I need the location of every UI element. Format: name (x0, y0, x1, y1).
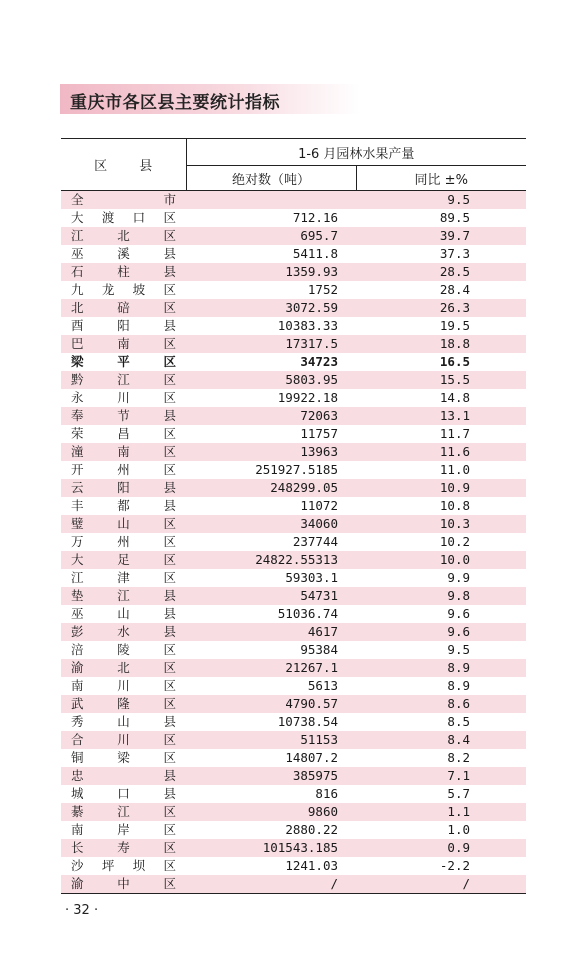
absolute-value-cell: 1752 (186, 281, 356, 299)
region-name-cell (61, 191, 186, 210)
yoy-change-cell: 8.2 (356, 749, 526, 767)
yoy-change-cell: 37.3 (356, 245, 526, 263)
table-row (61, 335, 526, 353)
fruit-output-group-header: 1-6 月园林水果产量 (186, 139, 526, 166)
region-column-header: 区 县 (61, 139, 186, 191)
absolute-value-cell: 101543.185 (186, 839, 356, 857)
yoy-change-cell: 8.9 (356, 659, 526, 677)
region-name-cell (61, 767, 186, 785)
absolute-value-cell: 9860 (186, 803, 356, 821)
region-name: 渝 北 区 (71, 660, 176, 675)
region-name-cell (61, 389, 186, 407)
region-name: 丰 都 县 (71, 498, 176, 513)
region-name-cell (61, 785, 186, 803)
region-name: 九 龙 坡 区 (71, 282, 176, 297)
absolute-value-cell: 712.16 (186, 209, 356, 227)
region-name: 武 隆 区 (71, 696, 176, 711)
absolute-value-cell: 5803.95 (186, 371, 356, 389)
region-name: 石 柱 县 (71, 264, 176, 279)
region-name-cell (61, 515, 186, 533)
yoy-change-cell: 18.8 (356, 335, 526, 353)
absolute-value-cell: 95384 (186, 641, 356, 659)
region-name: 江 北 区 (71, 228, 176, 243)
region-name: 巫 山 县 (71, 606, 176, 621)
region-name: 南 岸 区 (71, 822, 176, 837)
table-row (61, 587, 526, 605)
region-name: 巴 南 区 (71, 336, 176, 351)
yoy-change-cell: 7.1 (356, 767, 526, 785)
absolute-value-cell: 2880.22 (186, 821, 356, 839)
region-name-cell (61, 407, 186, 425)
region-name: 璧 山 区 (71, 516, 176, 531)
yoy-change-cell: 8.4 (356, 731, 526, 749)
yoy-change-cell: 10.3 (356, 515, 526, 533)
table-row (61, 569, 526, 587)
yoy-change-cell: 15.5 (356, 371, 526, 389)
region-name-cell (61, 839, 186, 857)
table-row (61, 749, 526, 767)
absolute-value-cell: 1241.03 (186, 857, 356, 875)
region-name: 铜 梁 区 (71, 750, 176, 765)
table-row (61, 875, 526, 894)
absolute-value-cell: 51153 (186, 731, 356, 749)
region-name-cell (61, 695, 186, 713)
region-name-cell (61, 641, 186, 659)
region-name: 合 川 区 (71, 732, 176, 747)
region-name: 彭 水 县 (71, 624, 176, 639)
table-row (61, 623, 526, 641)
region-name: 沙 坪 坝 区 (71, 858, 176, 873)
region-name-cell (61, 623, 186, 641)
region-name-cell (61, 425, 186, 443)
absolute-value-cell: / (186, 875, 356, 894)
table-row (61, 191, 526, 210)
region-name-cell (61, 731, 186, 749)
absolute-value-cell: 4790.57 (186, 695, 356, 713)
region-name: 大 足 区 (71, 552, 176, 567)
region-name: 忠 县 (71, 768, 176, 783)
yoy-change-cell: / (356, 875, 526, 894)
yoy-change-cell: 9.6 (356, 605, 526, 623)
yoy-change-cell: 9.5 (356, 641, 526, 659)
absolute-value-cell: 19922.18 (186, 389, 356, 407)
region-name: 奉 节 县 (71, 408, 176, 423)
region-name: 黔 江 区 (71, 372, 176, 387)
table-row (61, 227, 526, 245)
absolute-value-cell: 385975 (186, 767, 356, 785)
absolute-value-cell: 34723 (186, 353, 356, 371)
yoy-change-cell: 8.6 (356, 695, 526, 713)
table-row (61, 713, 526, 731)
table-row (61, 353, 526, 371)
table-row (61, 785, 526, 803)
absolute-value-cell: 1359.93 (186, 263, 356, 281)
table-row (61, 443, 526, 461)
absolute-value-cell: 251927.5185 (186, 461, 356, 479)
absolute-value-cell: 21267.1 (186, 659, 356, 677)
table-body (61, 191, 526, 894)
region-name-cell (61, 533, 186, 551)
yoy-change-cell: 9.8 (356, 587, 526, 605)
yoy-change-cell: 9.9 (356, 569, 526, 587)
region-name: 永 川 区 (71, 390, 176, 405)
yoy-change-cell: 19.5 (356, 317, 526, 335)
region-name-cell (61, 263, 186, 281)
table-row (61, 209, 526, 227)
yoy-change-cell: 26.3 (356, 299, 526, 317)
absolute-value-cell: 24822.55313 (186, 551, 356, 569)
absolute-value-cell: 51036.74 (186, 605, 356, 623)
region-name-cell (61, 245, 186, 263)
region-name-cell (61, 803, 186, 821)
table-row (61, 857, 526, 875)
absolute-value-cell: 3072.59 (186, 299, 356, 317)
table-row (61, 803, 526, 821)
region-name: 巫 溪 县 (71, 246, 176, 261)
absolute-value-cell: 5613 (186, 677, 356, 695)
region-name-cell (61, 371, 186, 389)
region-name-cell (61, 659, 186, 677)
region-name: 南 川 区 (71, 678, 176, 693)
absolute-value-cell: 10383.33 (186, 317, 356, 335)
table-row (61, 299, 526, 317)
region-name: 荣 昌 区 (71, 426, 176, 441)
yoy-change-cell: -2.2 (356, 857, 526, 875)
region-name: 江 津 区 (71, 570, 176, 585)
absolute-value-cell: 237744 (186, 533, 356, 551)
table-row (61, 515, 526, 533)
absolute-value-cell: 17317.5 (186, 335, 356, 353)
yoy-change-cell: 89.5 (356, 209, 526, 227)
table-row (61, 731, 526, 749)
region-name-cell (61, 317, 186, 335)
region-name: 潼 南 区 (71, 444, 176, 459)
absolute-value-cell: 11072 (186, 497, 356, 515)
region-name-cell (61, 443, 186, 461)
absolute-value-cell: 695.7 (186, 227, 356, 245)
yoy-change-cell: 39.7 (356, 227, 526, 245)
region-name: 北 碚 区 (71, 300, 176, 315)
page-number: · 32 · (65, 903, 99, 918)
region-name: 涪 陵 区 (71, 642, 176, 657)
region-name-cell (61, 857, 186, 875)
yoy-change-cell: 11.0 (356, 461, 526, 479)
region-name: 垫 江 县 (71, 588, 176, 603)
table-row (61, 461, 526, 479)
region-name-cell (61, 209, 186, 227)
table-row (61, 425, 526, 443)
region-name: 大 渡 口 区 (71, 210, 176, 225)
region-name: 全 市 (71, 192, 176, 207)
absolute-value-cell: 10738.54 (186, 713, 356, 731)
yoy-change-cell: 10.8 (356, 497, 526, 515)
region-name: 酉 阳 县 (71, 318, 176, 333)
yoy-change-cell: 28.5 (356, 263, 526, 281)
region-name-cell (61, 335, 186, 353)
table-row (61, 659, 526, 677)
region-name-cell (61, 497, 186, 515)
absolute-value-cell: 11757 (186, 425, 356, 443)
region-name: 綦 江 区 (71, 804, 176, 819)
absolute-value-cell: 13963 (186, 443, 356, 461)
yoy-change-cell: 10.0 (356, 551, 526, 569)
region-name-cell (61, 587, 186, 605)
yoy-change-cell: 10.9 (356, 479, 526, 497)
table-row (61, 695, 526, 713)
region-name-cell (61, 461, 186, 479)
region-name-cell (61, 569, 186, 587)
table-row (61, 641, 526, 659)
region-name: 云 阳 县 (71, 480, 176, 495)
yoy-change-cell: 9.5 (356, 191, 526, 210)
yoy-change-cell: 28.4 (356, 281, 526, 299)
region-name-cell (61, 821, 186, 839)
yoy-change-cell: 8.5 (356, 713, 526, 731)
table-row (61, 533, 526, 551)
yoy-change-cell: 11.7 (356, 425, 526, 443)
region-name-cell (61, 713, 186, 731)
table-row (61, 389, 526, 407)
page-title: 重庆市各区县主要统计指标 (70, 93, 280, 113)
region-name: 梁 平 区 (71, 354, 176, 369)
region-name: 万 州 区 (71, 534, 176, 549)
table-row (61, 281, 526, 299)
yoy-change-cell: 5.7 (356, 785, 526, 803)
table-row (61, 371, 526, 389)
yoy-change-cell: 16.5 (356, 353, 526, 371)
stats-table-container (61, 138, 526, 894)
region-name-cell (61, 227, 186, 245)
absolute-value-cell (186, 191, 356, 210)
region-name: 长 寿 区 (71, 840, 176, 855)
table-row (61, 497, 526, 515)
yoy-change-cell: 1.1 (356, 803, 526, 821)
region-name-cell (61, 479, 186, 497)
region-name: 城 口 县 (71, 786, 176, 801)
region-name: 渝 中 区 (71, 876, 176, 891)
absolute-value-cell: 5411.8 (186, 245, 356, 263)
region-name-cell (61, 281, 186, 299)
absolute-value-cell: 14807.2 (186, 749, 356, 767)
yoy-change-cell: 9.6 (356, 623, 526, 641)
absolute-value-cell: 248299.05 (186, 479, 356, 497)
yoy-change-header: 同比 ±% (356, 166, 526, 191)
table-row (61, 263, 526, 281)
yoy-change-cell: 14.8 (356, 389, 526, 407)
table-row (61, 821, 526, 839)
absolute-value-cell: 34060 (186, 515, 356, 533)
table-row (61, 479, 526, 497)
region-name: 开 州 区 (71, 462, 176, 477)
yoy-change-cell: 13.1 (356, 407, 526, 425)
table-row (61, 677, 526, 695)
yoy-change-cell: 10.2 (356, 533, 526, 551)
region-name-cell (61, 677, 186, 695)
stats-table (61, 138, 526, 894)
absolute-value-cell: 816 (186, 785, 356, 803)
absolute-value-cell: 4617 (186, 623, 356, 641)
table-row (61, 767, 526, 785)
absolute-value-cell: 72063 (186, 407, 356, 425)
table-row (61, 407, 526, 425)
absolute-value-cell: 59303.1 (186, 569, 356, 587)
table-row (61, 605, 526, 623)
table-row (61, 839, 526, 857)
region-name-cell (61, 749, 186, 767)
absolute-value-cell: 54731 (186, 587, 356, 605)
absolute-value-header: 绝对数（吨） (186, 166, 356, 191)
table-row (61, 551, 526, 569)
yoy-change-cell: 8.9 (356, 677, 526, 695)
table-row (61, 245, 526, 263)
region-name: 秀 山 县 (71, 714, 176, 729)
region-name-cell (61, 605, 186, 623)
yoy-change-cell: 11.6 (356, 443, 526, 461)
table-row (61, 317, 526, 335)
region-name-cell (61, 551, 186, 569)
region-name-cell (61, 875, 186, 894)
yoy-change-cell: 0.9 (356, 839, 526, 857)
yoy-change-cell: 1.0 (356, 821, 526, 839)
region-name-cell (61, 353, 186, 371)
region-name-cell (61, 299, 186, 317)
